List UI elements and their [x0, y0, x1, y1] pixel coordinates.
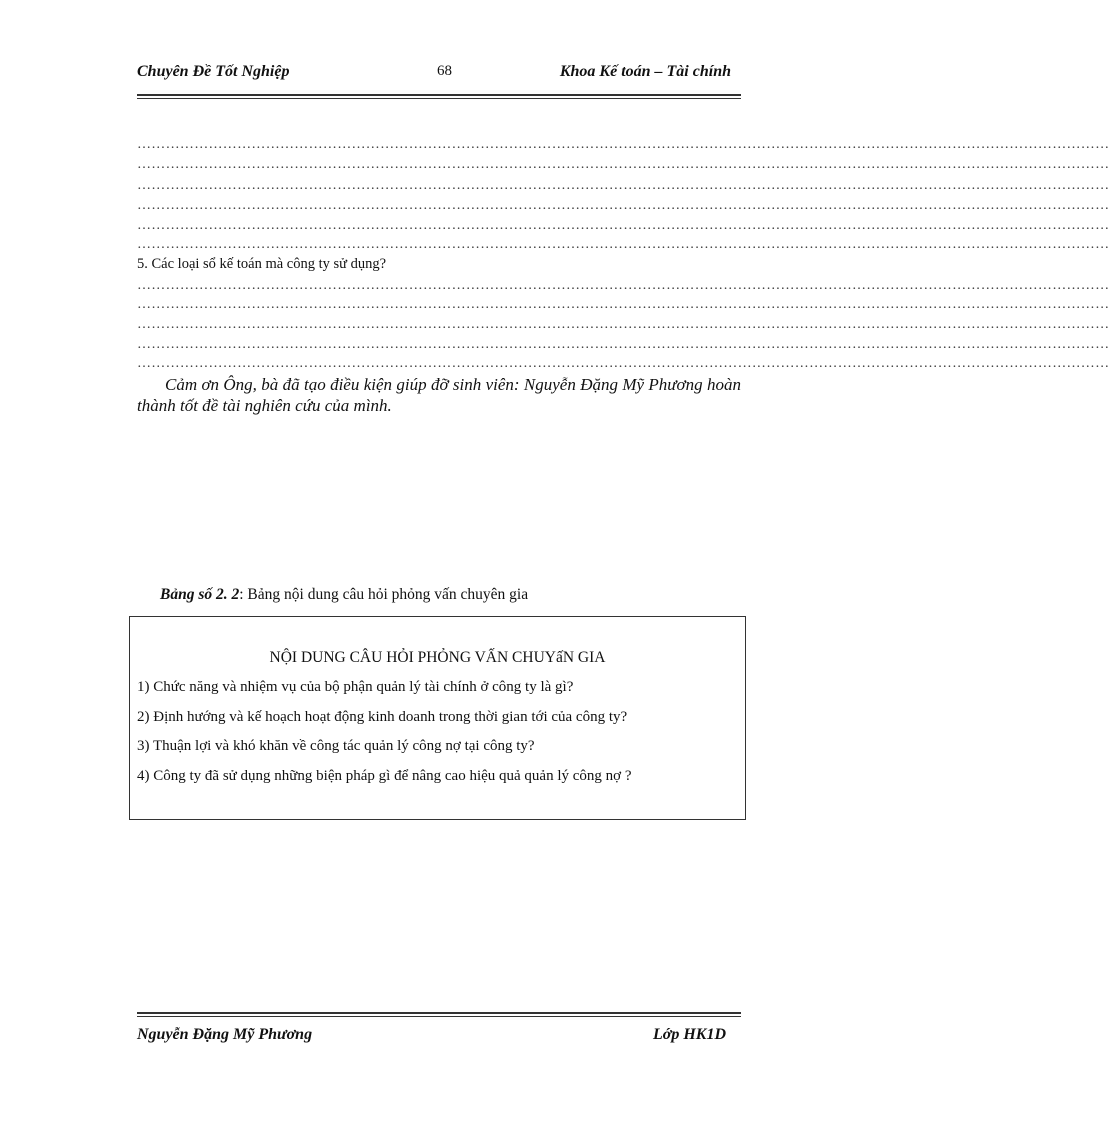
footer-author: Nguyễn Đặng Mỹ Phương — [137, 1026, 313, 1043]
answer-line: …………………………………………………………………………………………………………………………………………………………………………………… — [137, 278, 1109, 293]
answer-line: …………………………………………………………………………………………………………………………………………………………………………………… — [137, 297, 1109, 312]
answer-line: …………………………………………………………………………………………………………………………………………………………………………………… — [137, 337, 1109, 352]
answer-line: …………………………………………………………………………………………………………………………………………………………………………………… — [137, 157, 1109, 172]
answer-line: …………………………………………………………………………………………………………………………………………………………………………………… — [137, 137, 1109, 152]
header-department: Khoa Kế toán – Tài chính — [559, 63, 731, 80]
page-number: 68 — [437, 63, 452, 79]
header-rule — [137, 94, 741, 99]
question-5: 5. Các loại sổ kế toán mà công ty sử dụng? — [137, 256, 387, 272]
answer-line: …………………………………………………………………………………………………………………………………………………………………………………… — [137, 178, 1109, 193]
table-caption-text: : Bảng nội dung câu hỏi phỏng vấn chuyên gia — [239, 586, 529, 603]
question-item: 2) Định hướng và kế hoạch hoạt động kinh doanh trong thời gian tới của công ty? — [137, 709, 628, 725]
question-item: 3) Thuận lợi và khó khăn về công tác quản lý công nợ tại công ty? — [137, 738, 535, 754]
answer-line: …………………………………………………………………………………………………………………………………………………………………………………… — [137, 218, 1109, 233]
header-title: Chuyên Đề Tốt Nghiệp — [137, 63, 290, 80]
question-item: 1) Chức năng và nhiệm vụ của bộ phận quản lý tài chính ở công ty là gì? — [137, 679, 574, 695]
box-title: NỘI DUNG CÂU HỎI PHỎNG VẤN CHUYấN GIA — [269, 649, 606, 666]
footer-rule — [137, 1012, 741, 1017]
answer-line: …………………………………………………………………………………………………………………………………………………………………………………… — [137, 198, 1109, 213]
interview-questions-box — [129, 616, 746, 820]
answer-line: …………………………………………………………………………………………………………………………………………………………………………………… — [137, 356, 1109, 371]
question-item: 4) Công ty đã sử dụng những biện pháp gì để nâng cao hiệu quả quản lý công nợ ? — [137, 768, 632, 784]
answer-line: …………………………………………………………………………………………………………………………………………………………………………………… — [137, 237, 1109, 252]
table-caption-label: Bảng số 2. 2 — [160, 586, 240, 603]
table-caption — [160, 586, 528, 604]
closing-paragraph: Cảm ơn Ông, bà đã tạo điều kiện giúp đỡ sinh viên: Nguyễn Đặng Mỹ Phương hoàn thành tốt đề tài nghiên cứu của mình. — [137, 375, 741, 415]
answer-line: …………………………………………………………………………………………………………………………………………………………………………………… — [137, 317, 1109, 332]
footer-class: Lớp HK1D — [652, 1026, 726, 1043]
